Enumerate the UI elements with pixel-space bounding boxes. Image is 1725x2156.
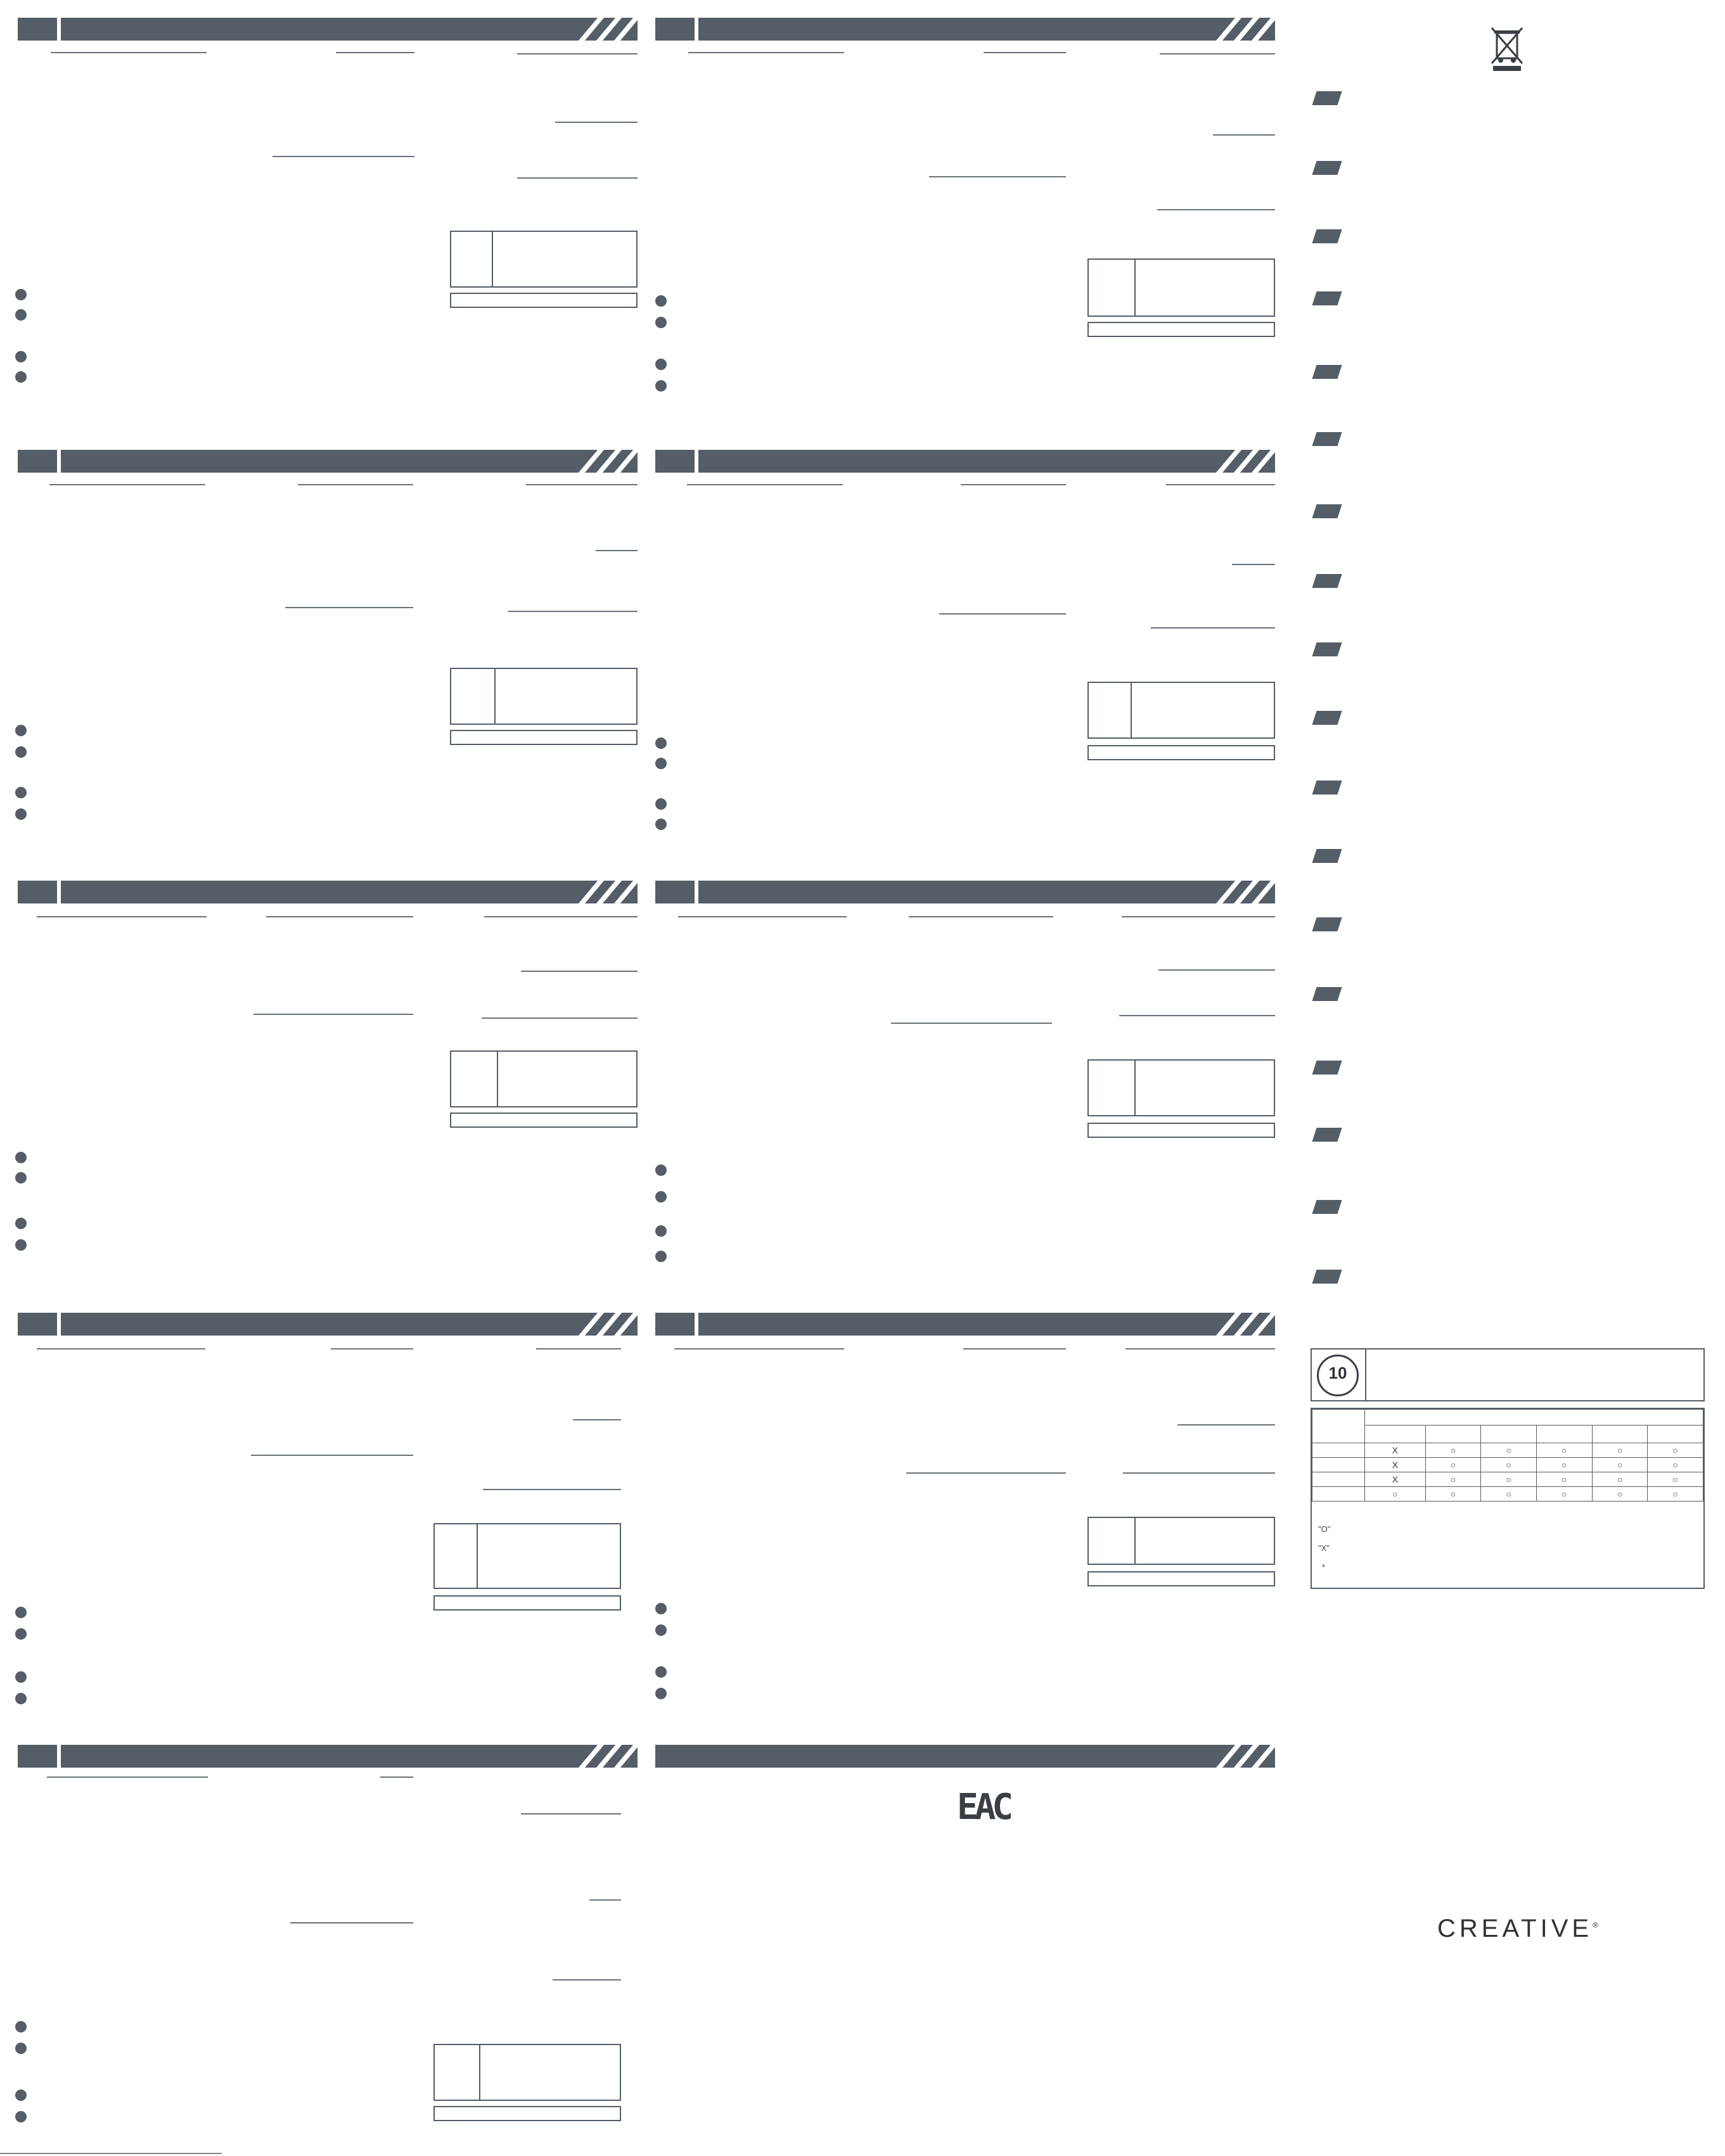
spec-bar (1087, 1571, 1275, 1586)
language-flag (1312, 365, 1342, 379)
bullet-dot (15, 2043, 27, 2054)
header-tab-gap (57, 18, 61, 41)
hazard-cell: ○ (1365, 1487, 1426, 1502)
hazard-row (1312, 1472, 1703, 1487)
text-underline (961, 484, 1066, 485)
hazard-part-cell (1312, 1458, 1365, 1472)
bullet-dot (15, 725, 27, 736)
bullet-dot (655, 1225, 667, 1237)
section-header-bar (18, 881, 638, 903)
hazard-note-o: "O" (1318, 1524, 1331, 1534)
eco-period-value: 10 (1328, 1363, 1347, 1382)
text-underline (331, 1348, 413, 1349)
spec-divider (1131, 683, 1132, 737)
header-tab-gap (57, 1313, 61, 1336)
text-underline (1158, 969, 1275, 971)
language-flag (1312, 291, 1342, 305)
hazard-cell: ○ (1537, 1472, 1593, 1487)
hazard-cell: ○ (1592, 1487, 1648, 1502)
language-flag (1312, 91, 1342, 105)
spec-box (1087, 682, 1275, 739)
bullet-dot (655, 1624, 667, 1636)
spec-bar (433, 2106, 621, 2121)
bullet-dot (15, 2111, 27, 2122)
text-underline (687, 484, 843, 485)
hazard-cell: ○ (1425, 1472, 1481, 1487)
spec-divider (1134, 260, 1136, 316)
language-flag (1312, 432, 1342, 446)
spec-bar (433, 1595, 621, 1611)
bullet-dot (15, 1693, 27, 1704)
hazard-row (1312, 1443, 1703, 1458)
language-flag (1312, 987, 1342, 1001)
text-underline (484, 916, 638, 917)
hazard-cell: ○ (1481, 1472, 1537, 1487)
text-underline (380, 1776, 413, 1778)
bullet-dot (15, 351, 27, 362)
spec-box (433, 2044, 621, 2101)
bullet-dot (655, 359, 667, 370)
section-header-bar (655, 18, 1275, 41)
section-header-bar (18, 1745, 638, 1768)
text-underline (929, 176, 1066, 177)
text-underline (47, 1776, 208, 1778)
spec-box (450, 668, 638, 725)
spec-bar (450, 1113, 638, 1128)
section-header-bar (18, 1313, 638, 1336)
text-underline (1166, 484, 1275, 485)
bullet-dot (655, 317, 667, 328)
text-underline (674, 1348, 844, 1349)
hazard-cell: ○ (1425, 1487, 1481, 1502)
bullet-dot (655, 295, 667, 307)
text-underline (573, 1419, 621, 1420)
hazard-row (1312, 1458, 1703, 1472)
text-underline (517, 177, 638, 179)
text-underline (521, 1813, 621, 1815)
spec-bar (450, 293, 638, 308)
bullet-dot (15, 2021, 27, 2032)
weee-bin-icon (1491, 27, 1523, 72)
language-flag (1312, 574, 1342, 588)
hazard-cell: ○ (1648, 1487, 1703, 1502)
hazard-cell: ○ (1537, 1487, 1593, 1502)
header-tab-gap (695, 1313, 698, 1336)
text-underline (508, 611, 638, 612)
bullet-dot (15, 1628, 27, 1640)
text-underline (891, 1023, 1052, 1024)
section-header-bar (18, 450, 638, 473)
hazard-cell: ○ (1648, 1458, 1703, 1472)
hazard-cell: ○ (1537, 1443, 1593, 1458)
hazard-cell: ○ (1648, 1443, 1703, 1458)
text-underline (251, 1455, 413, 1456)
spec-bar (1087, 1123, 1275, 1138)
spec-divider (494, 669, 496, 724)
spec-bar (450, 730, 638, 745)
text-underline (1151, 627, 1275, 628)
brand-mark: ® (1593, 1920, 1598, 1930)
bullet-dot (15, 1671, 27, 1683)
eac-mark: EAC (957, 1787, 1010, 1828)
bullet-dot (15, 371, 27, 383)
text-underline (273, 156, 414, 157)
language-flag (1312, 711, 1342, 725)
bullet-dot (655, 1164, 667, 1176)
language-flag (1312, 781, 1342, 794)
text-underline (526, 484, 638, 485)
language-flag (1312, 1061, 1342, 1075)
spec-box (450, 231, 638, 288)
text-underline (290, 1922, 413, 1923)
brand-name: CREATIVE (1437, 1915, 1593, 1942)
bullet-dot (655, 798, 667, 810)
eco-divider (1365, 1349, 1366, 1400)
spec-divider (1134, 1518, 1136, 1564)
header-tab-gap (57, 450, 61, 473)
text-underline (1232, 564, 1275, 565)
header-tab-gap (57, 1745, 61, 1768)
bullet-dot (655, 758, 667, 769)
text-underline (909, 916, 1053, 917)
spec-box (1087, 1059, 1275, 1116)
section-header-bar (655, 450, 1275, 473)
text-underline (37, 1348, 205, 1349)
hazard-cell: ○ (1592, 1458, 1648, 1472)
spec-bar (1087, 322, 1275, 337)
eco-label-box (1311, 1348, 1705, 1401)
section-header-bar (655, 1745, 1275, 1768)
hazard-part-cell (1312, 1443, 1365, 1458)
text-underline (49, 484, 205, 485)
creative-logo (1437, 1915, 1598, 1943)
text-underline (1125, 1348, 1275, 1349)
bullet-dot (655, 380, 667, 392)
text-underline (253, 1014, 413, 1015)
hazard-cell: X (1365, 1458, 1426, 1472)
bullet-dot (15, 1239, 27, 1251)
language-flag (1312, 1270, 1342, 1284)
hazard-part-cell (1312, 1472, 1365, 1487)
text-underline (1157, 209, 1275, 210)
hazard-substance-table (1311, 1408, 1705, 1589)
text-underline (939, 613, 1066, 615)
bullet-dot (15, 309, 27, 321)
text-underline (37, 916, 207, 917)
bullet-dot (655, 1688, 667, 1699)
text-underline (678, 916, 847, 917)
bullet-dot (15, 746, 27, 758)
language-flag (1312, 917, 1342, 931)
header-tab-gap (695, 18, 698, 41)
text-underline (1177, 1424, 1275, 1426)
spec-box (450, 1050, 638, 1107)
text-underline (483, 1489, 621, 1490)
text-underline (1119, 1015, 1275, 1016)
text-underline (336, 52, 414, 53)
hazard-cell: X (1365, 1443, 1426, 1458)
bullet-dot (15, 787, 27, 798)
hazard-cell: ○ (1425, 1443, 1481, 1458)
hazard-cell: X (1365, 1472, 1426, 1487)
text-underline (298, 484, 413, 485)
text-underline (906, 1472, 1066, 1474)
language-flag (1312, 1128, 1342, 1142)
text-underline (1160, 53, 1275, 54)
hazard-row (1312, 1487, 1703, 1502)
text-underline (482, 1017, 638, 1019)
text-underline (266, 916, 413, 917)
bullet-dot (655, 1603, 667, 1614)
text-underline (1213, 134, 1275, 136)
bullet-dot (15, 1218, 27, 1229)
bullet-dot (655, 819, 667, 830)
bullet-dot (15, 289, 27, 300)
text-underline (285, 607, 413, 608)
hazard-cell: ○ (1481, 1443, 1537, 1458)
spec-divider (492, 232, 493, 286)
language-flag (1312, 229, 1342, 243)
section-header-bar (18, 18, 638, 41)
language-flag (1312, 642, 1342, 656)
spec-box (1087, 258, 1275, 317)
bullet-dot (15, 1607, 27, 1618)
hazard-cell: ○ (1592, 1443, 1648, 1458)
header-tab-gap (695, 881, 698, 903)
language-flag (1312, 504, 1342, 518)
spec-box (1087, 1517, 1275, 1565)
header-tab-gap (695, 450, 698, 473)
hazard-cell: ○ (1592, 1472, 1648, 1487)
language-flag (1312, 849, 1342, 863)
text-underline (555, 122, 638, 123)
spec-divider (497, 1052, 498, 1106)
text-underline (589, 1899, 621, 1901)
text-underline (1122, 916, 1275, 917)
text-underline (517, 53, 638, 54)
bullet-dot (655, 1251, 667, 1262)
text-underline (688, 52, 844, 53)
hazard-cell: ○ (1425, 1458, 1481, 1472)
language-flag (1312, 161, 1342, 175)
text-underline (51, 52, 207, 53)
text-underline (984, 52, 1066, 53)
spec-divider (477, 1524, 478, 1588)
bullet-dot (655, 737, 667, 749)
text-underline (536, 1348, 621, 1349)
language-flag (1312, 1200, 1342, 1214)
hazard-note-star: * (1322, 1562, 1326, 1572)
bullet-dot (15, 2089, 27, 2101)
spec-divider (1134, 1061, 1136, 1115)
text-underline (596, 550, 638, 551)
bullet-dot (655, 1666, 667, 1678)
text-underline (1123, 1472, 1275, 1474)
hazard-note-x: "X" (1318, 1543, 1330, 1553)
text-underline (521, 971, 638, 972)
bottom-cut-line (0, 2153, 222, 2154)
section-header-bar (655, 1313, 1275, 1336)
bullet-dot (15, 1172, 27, 1183)
hazard-part-cell (1312, 1487, 1365, 1502)
hazard-cell: ○ (1481, 1458, 1537, 1472)
section-header-bar (655, 881, 1275, 903)
header-tab-gap (57, 881, 61, 903)
spec-divider (479, 2045, 480, 2100)
bullet-dot (15, 808, 27, 820)
text-underline (963, 1348, 1066, 1349)
bullet-dot (655, 1191, 667, 1202)
hazard-cell: ○ (1648, 1472, 1703, 1487)
spec-bar (1087, 745, 1275, 760)
hazard-cell: ○ (1481, 1487, 1537, 1502)
text-underline (553, 1979, 621, 1981)
hazard-cell: ○ (1537, 1458, 1593, 1472)
spec-box (433, 1523, 621, 1589)
bullet-dot (15, 1152, 27, 1163)
